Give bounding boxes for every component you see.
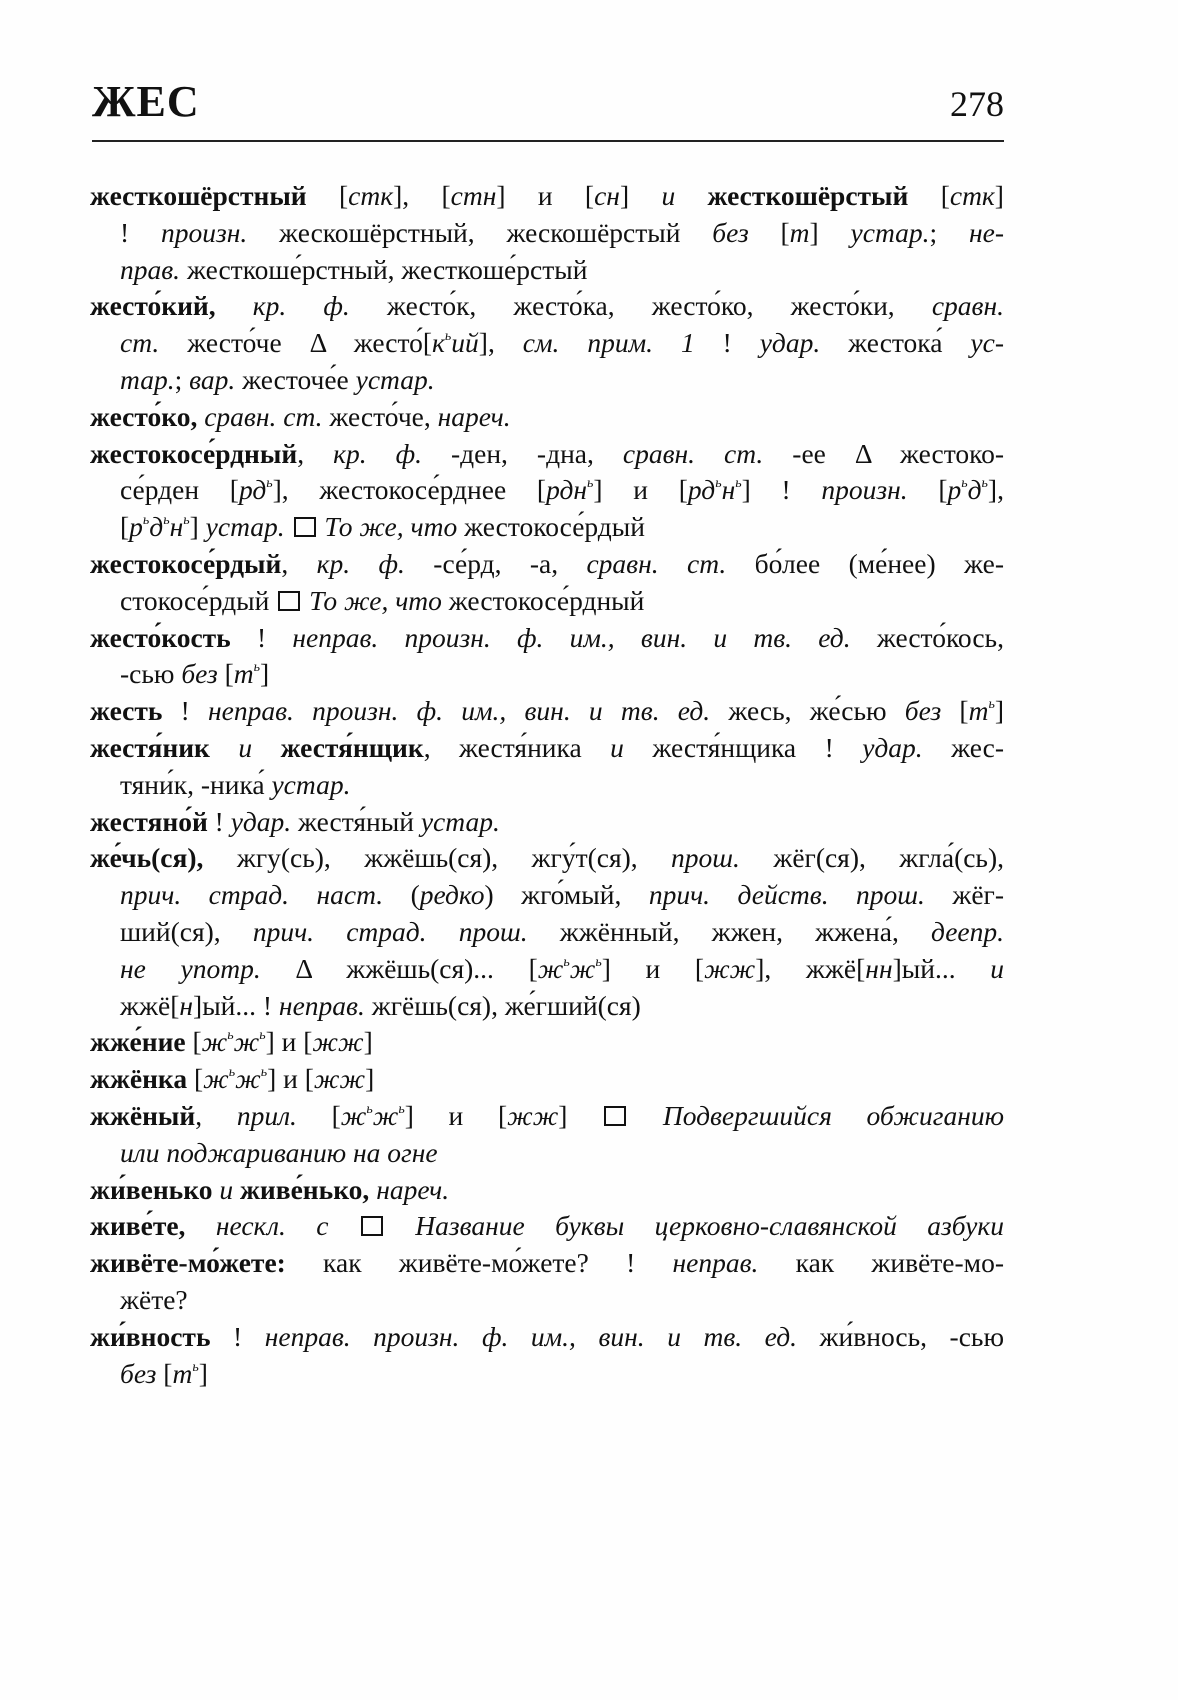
italic-note: кр. ф.	[316, 547, 405, 579]
entry-continuation-line	[90, 252, 1004, 289]
entry-text: жес-	[922, 731, 1005, 763]
entry-continuation-line	[90, 362, 1004, 399]
softness-mark: ь	[981, 476, 988, 492]
entry-text: -ее Δ жестоко-	[763, 437, 1005, 469]
entry-text: жёте?	[120, 1283, 188, 1315]
entry-text: ]	[365, 1063, 375, 1095]
entry-text: ]	[994, 695, 1004, 727]
headword: жжёнка	[90, 1063, 188, 1095]
entry-text: -сью	[120, 658, 182, 690]
entry-text: Δ жжёшь(ся)... [	[260, 952, 538, 984]
italic-note: ж	[372, 1099, 399, 1131]
italic-note: н	[169, 511, 184, 543]
entry-headword-line	[90, 730, 1004, 767]
headword: жестяно́й	[90, 805, 208, 837]
definition-box-icon	[361, 1216, 383, 1236]
italic-note: и	[212, 1173, 240, 1205]
italic-note: сравн. ст.	[586, 547, 727, 579]
softness-mark: ь	[227, 1028, 234, 1044]
italic-note: и	[209, 731, 281, 763]
italic-note: жж	[704, 952, 756, 984]
entry-headword-line	[90, 1208, 1004, 1245]
italic-note: см. прим. 1	[522, 327, 695, 359]
entry-text: [	[907, 474, 948, 506]
italic-note: неправ. произн. ф. им., вин. и тв. ед.	[292, 621, 851, 653]
italic-note: произн.	[160, 216, 248, 248]
entry-text: !	[694, 327, 760, 359]
entry-headword-line	[90, 1319, 1004, 1356]
entry-text: ;	[929, 216, 969, 248]
italic-note: нареч.	[437, 400, 511, 432]
italic-note: нареч.	[376, 1173, 450, 1205]
italic-note: т	[789, 216, 810, 248]
softness-mark: ь	[183, 513, 190, 529]
softness-mark: ь	[444, 329, 452, 345]
headword: живе́нько,	[239, 1173, 370, 1205]
italic-note: д	[967, 474, 982, 506]
italic-note: сравн. ст.	[204, 400, 323, 432]
italic-note: устар.	[205, 511, 285, 543]
entry-text: ]ый...	[892, 952, 991, 984]
entry-text: жестя́нщика !	[623, 731, 863, 763]
softness-mark: ь	[266, 476, 273, 492]
italic-note: стн	[450, 180, 497, 211]
entry-continuation-line	[90, 472, 1004, 509]
entry-text: ]	[558, 1099, 603, 1131]
entry-continuation-line	[90, 325, 1004, 362]
headword: живёте-мо́жете:	[90, 1247, 286, 1279]
entry-headword-line	[90, 546, 1004, 583]
softness-mark: ь	[259, 1028, 266, 1044]
definition-box-icon	[294, 517, 316, 537]
headword: жесто́кий,	[90, 290, 253, 322]
entry-text: жестокосе́рдый	[457, 511, 645, 543]
italic-note: ж	[235, 1063, 261, 1095]
entry-text: ) жго́мый,	[484, 879, 649, 911]
italic-note: жж	[312, 1026, 364, 1058]
definition-box-icon	[604, 1106, 626, 1126]
definition-box-icon	[278, 591, 300, 611]
softness-mark: ь	[192, 1359, 199, 1375]
italic-note: Подвергшийся обжиганию	[662, 1099, 1004, 1131]
italic-note: р	[129, 511, 143, 543]
softness-mark: ь	[253, 660, 261, 676]
softness-mark: ь	[228, 1065, 236, 1081]
entry-text: ] и [	[593, 474, 688, 506]
entry-headword-line	[90, 693, 1004, 730]
entry-headword-line	[90, 1061, 1004, 1098]
italic-note: устар.	[850, 216, 930, 248]
entry-text: жжё[	[120, 989, 180, 1021]
italic-note: неправ.	[672, 1247, 759, 1279]
italic-note: и	[610, 731, 624, 763]
italic-note: ж	[340, 1099, 367, 1131]
italic-note: редко	[419, 879, 485, 911]
entry-text: !	[210, 1320, 265, 1352]
entry-text: -ден, -дна,	[421, 437, 623, 469]
italic-note: т	[172, 1357, 193, 1389]
italic-note: стк	[949, 180, 995, 211]
entry-continuation-line	[90, 877, 1004, 914]
entry-text: ;	[174, 363, 190, 395]
entry-continuation-line	[90, 951, 1004, 988]
entry-text: !	[120, 216, 161, 248]
italic-note: прич. страд. наст.	[120, 879, 384, 911]
headword: жестокосе́рдный	[90, 437, 298, 469]
entry-text: !	[162, 695, 208, 727]
italic-note: р	[947, 474, 962, 506]
italic-note: сн	[594, 180, 620, 211]
entry-text: ]ый... !	[193, 989, 279, 1021]
italic-note: прав.	[120, 253, 181, 285]
entry-text: [	[217, 658, 234, 690]
entry-text: жесто́че Δ жесто́[	[159, 327, 433, 359]
entry-continuation-line	[90, 988, 1004, 1025]
italic-note: без	[120, 1357, 157, 1389]
italic-note: к	[432, 327, 445, 359]
italic-note: устар.	[355, 363, 435, 395]
italic-note: д	[149, 511, 164, 543]
entry-text: ], жжё[	[755, 952, 866, 984]
entry-text: жёг-	[924, 879, 1004, 911]
entry-text: ,	[281, 547, 317, 579]
entry-continuation-line	[90, 914, 1004, 951]
headword: жесто́кость	[90, 621, 231, 653]
italic-note: без	[181, 658, 218, 690]
entry-text: ], жестокосе́рднее [	[272, 474, 547, 506]
entry-continuation-line	[90, 509, 1004, 546]
italic-note: прош.	[671, 842, 740, 874]
headword: жесткошёрстый	[707, 180, 941, 211]
italic-note: деепр.	[930, 915, 1005, 947]
italic-note: устар.	[420, 805, 500, 837]
entry-text: ,	[297, 437, 334, 469]
italic-note: кр. ф.	[333, 437, 422, 469]
italic-note: вар.	[189, 363, 236, 395]
entry-text: [	[187, 1063, 204, 1095]
entry-headword-line	[90, 620, 1004, 657]
entry-continuation-line	[90, 656, 1004, 693]
entry-text: жи́внось, -сью	[797, 1320, 1004, 1352]
italic-note: без	[712, 216, 749, 248]
entry-text: ] и [	[404, 1099, 508, 1131]
entry-text: -се́рд, -а,	[404, 547, 587, 579]
softness-mark: ь	[366, 1101, 373, 1117]
entry-text: жесто́че,	[322, 400, 438, 432]
italic-note: жж	[313, 1063, 366, 1095]
softness-mark: ь	[961, 476, 968, 492]
headword: жестя́нщик	[280, 731, 424, 763]
entry-text: жесь, же́сью	[710, 695, 905, 727]
italic-note: прич. действ. прош.	[648, 879, 925, 911]
entry-continuation-line	[90, 583, 1004, 620]
italic-note: ж	[537, 952, 564, 984]
italic-note: ж	[233, 1026, 260, 1058]
entry-text: [	[339, 180, 349, 211]
headword: же́чь(ся),	[90, 842, 204, 874]
italic-note: жж	[507, 1099, 559, 1131]
entry-text	[285, 511, 292, 542]
entry-text: !	[207, 805, 231, 837]
italic-note: нн	[865, 952, 893, 984]
headword: жестя́ник	[90, 731, 210, 763]
entry-text: ] и [	[265, 1026, 313, 1058]
softness-mark: ь	[163, 513, 170, 529]
softness-mark: ь	[587, 476, 594, 492]
entry-text: ]	[994, 180, 1004, 211]
italic-note: ж	[201, 1026, 228, 1058]
entry-text: ],	[478, 327, 523, 359]
entry-text: жестокосе́рдный	[441, 584, 645, 616]
softness-mark: ь	[142, 513, 150, 529]
entry-text: жескошёрстный, жескошёрстый	[247, 216, 713, 248]
italic-note: ус-	[970, 327, 1004, 359]
entry-text: [	[185, 1026, 202, 1058]
italic-note: ж	[203, 1063, 229, 1095]
entry-text	[385, 1210, 415, 1241]
italic-note: ст.	[120, 327, 160, 359]
entry-text: ]	[363, 1026, 373, 1058]
italic-note: рд	[687, 474, 716, 506]
entry-headword-line	[90, 1172, 1004, 1209]
entry-text: [	[120, 511, 130, 543]
entry-text: !	[230, 621, 293, 653]
entry-text: ]	[619, 180, 662, 211]
entry-text: как живёте-мо-	[758, 1247, 1004, 1279]
italic-note: Название буквы церковно-славянской азбуки	[415, 1210, 1005, 1242]
italic-note: рд	[238, 474, 267, 506]
entry-continuation-line	[90, 1282, 1004, 1319]
italic-note: удар.	[862, 731, 923, 763]
italic-note: прич. страд. прош.	[252, 915, 528, 947]
softness-mark: ь	[735, 476, 742, 492]
entry-text: [	[296, 1099, 341, 1131]
italic-note: ж	[569, 952, 596, 984]
italic-note: нескл. с	[215, 1210, 329, 1242]
entry-text: ] !	[741, 474, 822, 506]
softness-mark: ь	[563, 954, 570, 970]
entry-text: жесткоше́рстный, жесткоше́рстый	[180, 253, 588, 285]
italic-note: То же, что	[309, 584, 442, 616]
italic-note: неправ. произн. ф. им., вин. и тв. ед.	[208, 695, 711, 727]
softness-mark: ь	[260, 1065, 268, 1081]
italic-note: тар.	[120, 363, 175, 395]
softness-mark: ь	[595, 954, 602, 970]
italic-note: и	[661, 180, 708, 211]
italic-note: или поджариванию на огне	[120, 1136, 438, 1168]
headword: живе́те,	[90, 1210, 186, 1242]
headword: жесть	[90, 695, 163, 727]
headword: жи́венько	[90, 1173, 213, 1205]
header-rule	[92, 140, 1004, 142]
entry-text: бо́лее (ме́нее) же-	[726, 547, 1005, 579]
entry-headword-line	[90, 840, 1004, 877]
entry-text: жжённый, жжен, жжена́,	[527, 915, 931, 947]
entry-text: стокосе́рдый	[120, 584, 277, 616]
softness-mark: ь	[398, 1101, 405, 1117]
entry-text: [	[156, 1357, 173, 1389]
italic-note: т	[233, 658, 254, 690]
entry-text: жестока́	[820, 327, 971, 359]
entry-text: се́рден [	[120, 474, 239, 506]
dictionary-entries	[90, 178, 1004, 1392]
softness-mark: ь	[988, 697, 995, 713]
entry-text: жгу(сь), жжёшь(ся), жгу́т(ся),	[203, 842, 672, 874]
italic-note: То же, что	[324, 511, 458, 543]
entry-text: , жестя́ника	[423, 731, 611, 763]
entry-text: жесто́к, жесто́ка, жесто́ко, жесто́ки,	[349, 290, 932, 322]
entry-text: [	[941, 695, 969, 727]
italic-note: произн.	[821, 474, 908, 506]
entry-headword-line	[90, 1245, 1004, 1282]
entry-text: жгёшь(ся), же́гший(ся)	[364, 989, 641, 1021]
entry-text: жёг(ся), жгла́(сь),	[739, 842, 1005, 874]
headword: жесто́ко,	[90, 400, 205, 432]
italic-note: неправ.	[278, 989, 365, 1021]
entry-text: [	[748, 216, 790, 248]
entry-text	[628, 1100, 663, 1131]
headword: жжёный	[90, 1099, 196, 1131]
italic-note: не употр.	[120, 952, 261, 984]
italic-note: неправ. произн. ф. им., вин. и тв. ед.	[264, 1320, 797, 1352]
page-number: 278	[950, 84, 1004, 124]
italic-note: сравн. ст.	[622, 437, 764, 469]
italic-note: удар.	[230, 805, 292, 837]
entry-headword-line	[90, 288, 1004, 325]
entry-continuation-line	[90, 767, 1004, 804]
entry-text: [	[940, 180, 950, 211]
italic-note: без	[904, 695, 942, 727]
entry-text: ] и [	[267, 1063, 314, 1095]
page-header	[92, 78, 1004, 138]
entry-text: ]	[809, 216, 851, 248]
italic-note: устар.	[271, 768, 351, 800]
headword: жи́вность	[90, 1320, 211, 1352]
italic-note: прил.	[236, 1099, 297, 1131]
italic-note: стк	[348, 180, 394, 211]
italic-note: н	[721, 474, 736, 506]
entry-text: жесточе́е	[235, 363, 356, 395]
running-head: ЖЕС	[92, 77, 200, 126]
italic-note: кр. ф.	[252, 290, 350, 322]
entry-text: ший(ся),	[120, 915, 253, 947]
italic-note: сравн.	[931, 290, 1004, 322]
italic-note: не-	[968, 216, 1004, 248]
entry-text: ], [	[393, 180, 451, 211]
italic-note: и	[990, 952, 1004, 984]
entry-headword-line	[90, 436, 1004, 473]
italic-note: ий	[451, 327, 479, 359]
headword: жже́ние	[90, 1026, 186, 1058]
entry-text: ] и [	[601, 952, 705, 984]
entry-text: тяни́к, -ника́	[120, 768, 272, 800]
entry-text: ,	[195, 1099, 237, 1131]
entry-headword-line	[90, 804, 1004, 841]
entry-text: ]	[198, 1357, 208, 1389]
headword: жестокосе́рдый	[90, 547, 282, 579]
entry-continuation-line	[90, 215, 1004, 252]
entry-text: ]	[260, 658, 270, 690]
entry-text: жестя́ный	[291, 805, 421, 837]
entry-text: (	[383, 879, 420, 911]
entry-headword-line	[90, 178, 1004, 215]
italic-note: удар.	[759, 327, 821, 359]
entry-continuation-line	[90, 1356, 1004, 1393]
entry-text: как живёте-мо́жете? !	[285, 1247, 673, 1279]
headword: жесткошёрстный	[90, 180, 339, 211]
entry-text: ]	[189, 511, 206, 543]
entry-text: ] и [	[496, 180, 595, 211]
entry-headword-line	[90, 1098, 1004, 1135]
entry-text: жесто́кось,	[850, 621, 1004, 653]
italic-note: т	[968, 695, 989, 727]
entry-headword-line	[90, 1024, 1004, 1061]
entry-text: ],	[987, 474, 1004, 506]
softness-mark: ь	[715, 476, 722, 492]
entry-text	[328, 1210, 358, 1241]
entry-continuation-line	[90, 1135, 1004, 1172]
italic-note: н	[179, 989, 194, 1021]
entry-headword-line	[90, 399, 1004, 436]
italic-note: рдн	[546, 474, 588, 506]
entry-text	[185, 1210, 215, 1241]
